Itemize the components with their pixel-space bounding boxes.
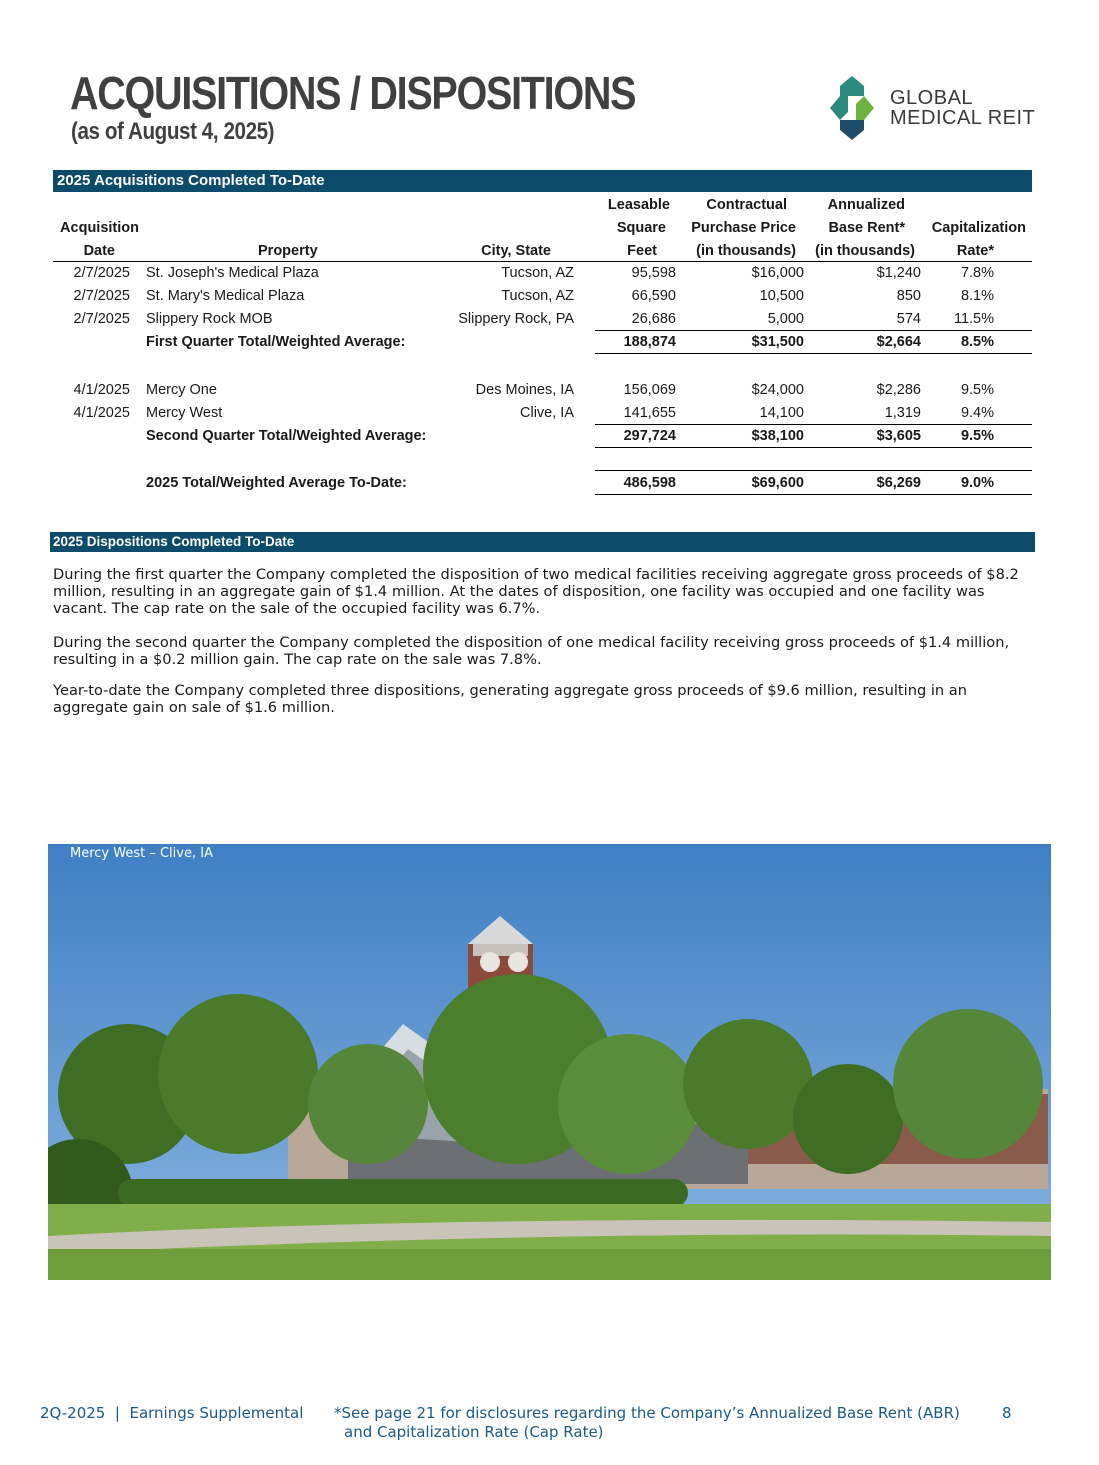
cell-cap: 9.0%	[960, 475, 994, 491]
dispositions-paragraph-q1: During the first quarter the Company completed the disposition of two medical facilities receiving aggregate gross proceeds of $8.2 million, resulting in an aggregate gain of $1.4 million. At the dates of disposition, one facility was occupied and one facility was vacant. The cap rate on the sale of the occupied facility was 6.7%.	[53, 566, 1019, 617]
cell-city: Slippery Rock, PA	[458, 311, 574, 327]
cell-total-label: 2025 Total/Weighted Average To-Date:	[146, 475, 407, 491]
cell-price: $31,500	[751, 334, 804, 350]
cell-total-label: Second Quarter Total/Weighted Average:	[146, 428, 427, 444]
cell-rent: $6,269	[876, 475, 921, 491]
cell-cap: 8.5%	[960, 334, 994, 350]
header-sf-1: Leasable	[607, 197, 670, 213]
cell-cap: 9.5%	[960, 382, 994, 398]
table-header-row-1	[53, 194, 1032, 217]
header-city: City, State	[481, 243, 551, 259]
cell-cap: 7.8%	[960, 265, 994, 281]
cell-cap: 9.4%	[960, 405, 994, 421]
table-row	[53, 379, 1032, 402]
cell-date: 4/1/2025	[73, 382, 130, 398]
cell-sf: 26,686	[631, 311, 676, 327]
cell-rent: $2,286	[876, 382, 921, 398]
cell-city: Tucson, AZ	[501, 288, 574, 304]
cell-total-label: First Quarter Total/Weighted Average:	[146, 334, 406, 350]
cell-date: 4/1/2025	[73, 405, 130, 421]
header-rent-2: Base Rent*	[828, 220, 905, 236]
cell-rent: $3,605	[876, 428, 921, 444]
photo-caption: Mercy West – Clive, IA	[70, 846, 213, 861]
table-row-q2-total	[53, 425, 1032, 448]
header-sf-3: Feet	[627, 243, 657, 259]
cell-cap: 11.5%	[953, 311, 994, 327]
cell-sf: 141,655	[623, 405, 676, 421]
cell-rent: 1,319	[884, 405, 921, 421]
page-number: 8	[1002, 1404, 1012, 1422]
cell-price: 14,100	[759, 405, 804, 421]
cell-rent: $1,240	[876, 265, 921, 281]
table-header-row-3	[53, 240, 1032, 263]
dispositions-paragraph-q2: During the second quarter the Company completed the disposition of one medical facility receiving gross proceeds of $1.4 million, resulting in a $0.2 million gain. The cap rate on the sale was 7.8%.	[53, 634, 1010, 668]
cell-city: Tucson, AZ	[501, 265, 574, 281]
header-rent-3: (in thousands)	[815, 243, 915, 259]
header-date-2: Date	[83, 243, 115, 259]
cell-rent: $2,664	[876, 334, 921, 350]
cell-cap: 8.1%	[960, 288, 994, 304]
table-row	[53, 262, 1032, 285]
cell-cap: 9.5%	[960, 428, 994, 444]
cell-price: $38,100	[751, 428, 804, 444]
property-photo	[48, 844, 1051, 1280]
cell-rent: 850	[896, 288, 921, 304]
total-rule-top	[595, 470, 1032, 471]
cell-property: Mercy One	[146, 382, 217, 398]
cell-date: 2/7/2025	[73, 311, 130, 327]
company-logo	[820, 76, 1036, 140]
header-price-3: (in thousands)	[696, 243, 796, 259]
page-title: ACQUISITIONS / DISPOSITIONS	[70, 67, 636, 119]
cell-sf: 66,590	[631, 288, 676, 304]
cell-date: 2/7/2025	[73, 265, 130, 281]
acquisitions-section-header: 2025 Acquisitions Completed To-Date	[53, 170, 1032, 192]
subtotal-rule-bottom	[595, 447, 1032, 448]
footer-note-line1: *See page 21 for disclosures regarding the Company’s Annualized Base Rent (ABR)	[334, 1404, 960, 1422]
header-sf-2: Square	[616, 220, 666, 236]
cell-sf: 156,069	[623, 382, 676, 398]
cell-price: $24,000	[751, 382, 804, 398]
logo-text-line1: GLOBAL	[890, 87, 974, 109]
logo-cross-icon	[820, 76, 884, 140]
logo-text-line2: MEDICAL REIT	[890, 107, 1036, 129]
cell-sf: 188,874	[623, 334, 676, 350]
cell-rent: 574	[896, 311, 921, 327]
cell-sf: 95,598	[631, 265, 676, 281]
page-subtitle: (as of August 4, 2025)	[71, 118, 275, 145]
header-price-2: Purchase Price	[691, 220, 796, 236]
header-rent-1: Annualized	[827, 197, 905, 213]
cell-city: Clive, IA	[520, 405, 574, 421]
table-row-ytd-total	[53, 472, 1032, 495]
cell-city: Des Moines, IA	[475, 382, 574, 398]
cell-property: Mercy West	[146, 405, 223, 421]
footer-left: 2Q-2025 | Earnings Supplemental	[40, 1404, 304, 1422]
footer-note-line2: and Capitalization Rate (Cap Rate)	[344, 1423, 604, 1441]
cell-price: 10,500	[759, 288, 804, 304]
table-row	[53, 402, 1032, 425]
subtotal-rule-bottom	[595, 353, 1032, 354]
table-row	[53, 308, 1032, 331]
cell-price: $16,000	[751, 265, 804, 281]
building-photo-illustration	[48, 844, 1051, 1280]
table-row	[53, 285, 1032, 308]
cell-property: St. Joseph's Medical Plaza	[146, 265, 319, 281]
cell-sf: 486,598	[623, 475, 676, 491]
header-cap-2: Rate*	[956, 243, 994, 259]
header-price-1: Contractual	[706, 197, 787, 213]
dispositions-paragraph-ytd: Year-to-date the Company completed three dispositions, generating aggregate gross proceeds of $9.6 million, resulting in an aggregate gain on sale of $1.6 million.	[53, 682, 967, 716]
dispositions-section-header: 2025 Dispositions Completed To-Date	[50, 532, 1035, 552]
header-date-1: Acquisition	[60, 220, 139, 236]
cell-sf: 297,724	[623, 428, 676, 444]
table-row-q1-total	[53, 331, 1032, 354]
table-header-row-2	[53, 217, 1032, 240]
cell-price: 5,000	[767, 311, 804, 327]
header-cap-1: Capitalization	[931, 220, 1026, 236]
cell-date: 2/7/2025	[73, 288, 130, 304]
cell-price: $69,600	[751, 475, 804, 491]
cell-property: Slippery Rock MOB	[146, 311, 273, 327]
header-property: Property	[258, 243, 318, 259]
cell-property: St. Mary's Medical Plaza	[146, 288, 305, 304]
total-rule-bottom	[595, 494, 1032, 495]
